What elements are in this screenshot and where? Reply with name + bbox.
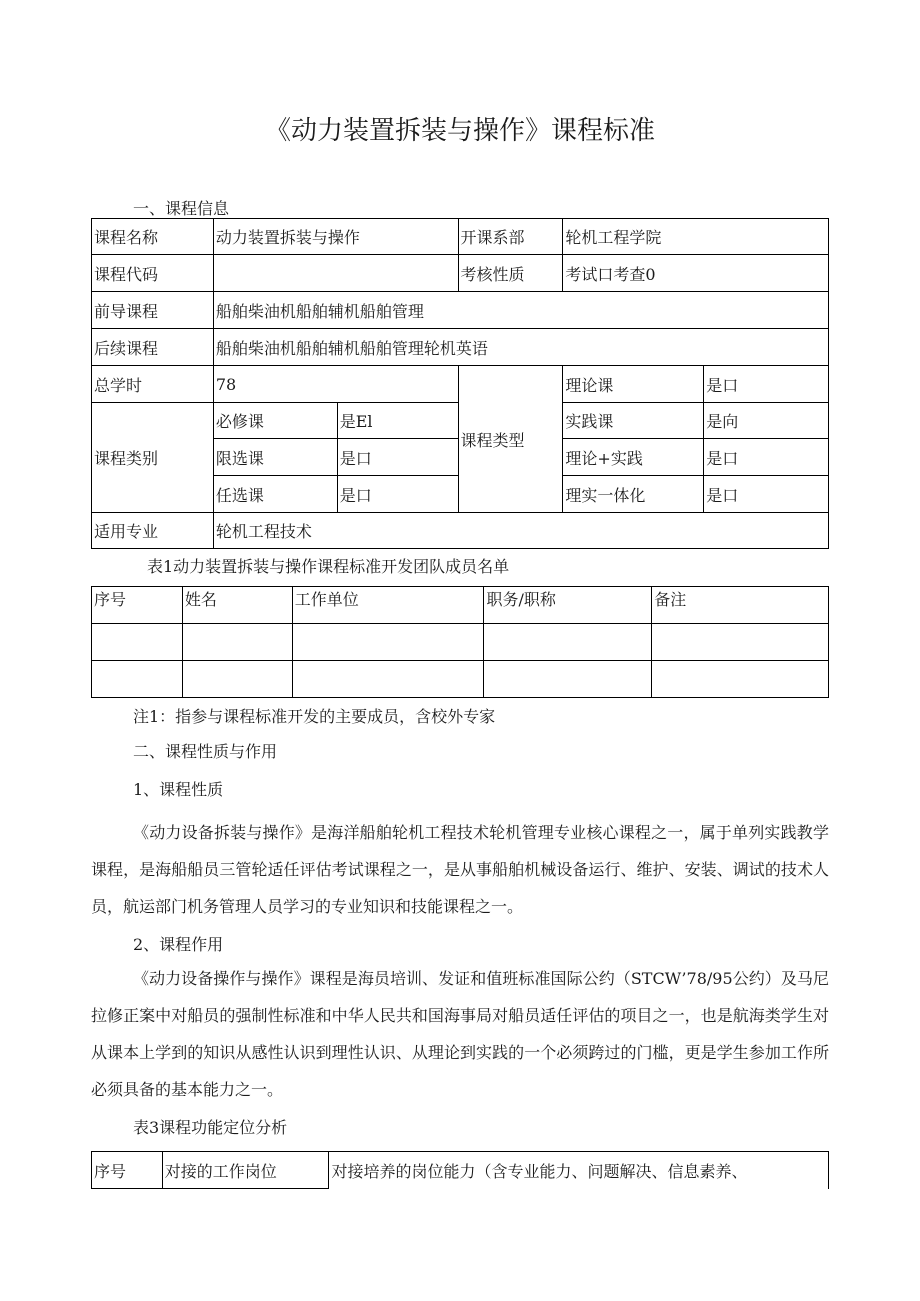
page-title: 《动力装置拆装与操作》课程标准	[264, 116, 655, 146]
subheading-role: 2、课程作用	[133, 935, 224, 954]
team-members-table	[91, 586, 829, 698]
note-1: 注1：指参与课程标准开发的主要成员，含校外专家	[133, 707, 496, 726]
practice-value: 是向	[704, 403, 829, 439]
prerequisite-value: 船舶柴油机船舶辅机船舶管理	[213, 292, 828, 329]
major-value: 轮机工程技术	[213, 513, 828, 549]
practice-label: 实践课	[563, 403, 704, 439]
section-heading-course-info: 一、课程信息	[133, 199, 230, 218]
course-category-label: 课程类别	[92, 403, 214, 513]
course-name-value: 动力装置拆装与操作	[213, 219, 458, 255]
course-type-label: 课程类型	[458, 366, 563, 513]
limited-elective-label: 限选课	[213, 439, 337, 476]
limited-elective-value: 是口	[337, 439, 458, 476]
table3-caption: 表3课程功能定位分析	[133, 1118, 288, 1137]
free-elective-value: 是口	[337, 476, 458, 513]
department-value: 轮机工程学院	[563, 219, 829, 255]
header-index: 序号	[92, 587, 183, 624]
theory-label: 理论课	[563, 366, 704, 403]
subheading-nature: 1、课程性质	[133, 780, 224, 799]
course-code-label: 课程代码	[92, 255, 214, 292]
header-workplace: 工作单位	[292, 587, 484, 624]
table-row	[92, 661, 829, 698]
header-name: 姓名	[182, 587, 292, 624]
follow-up-label: 后续课程	[92, 329, 214, 366]
paragraph-role: 《动力设备操作与操作》课程是海员培训、发证和值班标准国际公约（STCW’78/95公约）及马尼拉修正案中对船员的强制性标准和中华人民共和国海事局对船员适任评估的项目之一，也是航海类学生对从课本上学到的知识从感性认识到理性认识、从理论到实践的一个必须跨过的门槛，更是学生参加工作所必须具备的基本能力之一。	[91, 969, 829, 1099]
course-code-value	[213, 255, 458, 292]
department-label: 开课系部	[458, 219, 563, 255]
free-elective-label: 任选课	[213, 476, 337, 513]
follow-up-value: 船舶柴油机船舶辅机船舶管理轮机英语	[213, 329, 828, 366]
course-name-label: 课程名称	[92, 219, 214, 255]
section-heading-nature: 二、课程性质与作用	[133, 742, 278, 761]
header-remarks: 备注	[652, 587, 829, 624]
header-title: 职务/职称	[484, 587, 652, 624]
header-job-position: 对接的工作岗位	[162, 1152, 329, 1189]
total-hours-value: 78	[213, 366, 458, 403]
prerequisite-label: 前导课程	[92, 292, 214, 329]
assessment-value: 考试口考查0	[563, 255, 829, 292]
theory-value: 是口	[704, 366, 829, 403]
course-info-table	[91, 218, 829, 549]
table1-caption: 表1动力装置拆装与操作课程标准开发团队成员名单	[147, 557, 510, 576]
integrated-value: 是口	[704, 476, 829, 513]
table-row	[92, 624, 829, 661]
major-label: 适用专业	[92, 513, 214, 549]
assessment-label: 考核性质	[458, 255, 563, 292]
required-label: 必修课	[213, 403, 337, 439]
theory-practice-value: 是口	[704, 439, 829, 476]
total-hours-label: 总学时	[92, 366, 214, 403]
header-index: 序号	[92, 1152, 163, 1189]
integrated-label: 理实一体化	[563, 476, 704, 513]
required-value: 是El	[337, 403, 458, 439]
paragraph-nature: 《动力设备拆装与操作》是海洋船舶轮机工程技术轮机管理专业核心课程之一，属于单列实践教学课程，是海船船员三管轮适任评估考试课程之一，是从事船舶机械设备运行、维护、安装、调试的技术人员，航运部门机务管理人员学习的专业知识和技能课程之一。	[91, 823, 829, 916]
function-positioning-table	[91, 1151, 829, 1189]
theory-practice-label: 理论+实践	[563, 439, 704, 476]
header-competency: 对接培养的岗位能力（含专业能力、问题解决、信息素养、	[329, 1152, 829, 1189]
